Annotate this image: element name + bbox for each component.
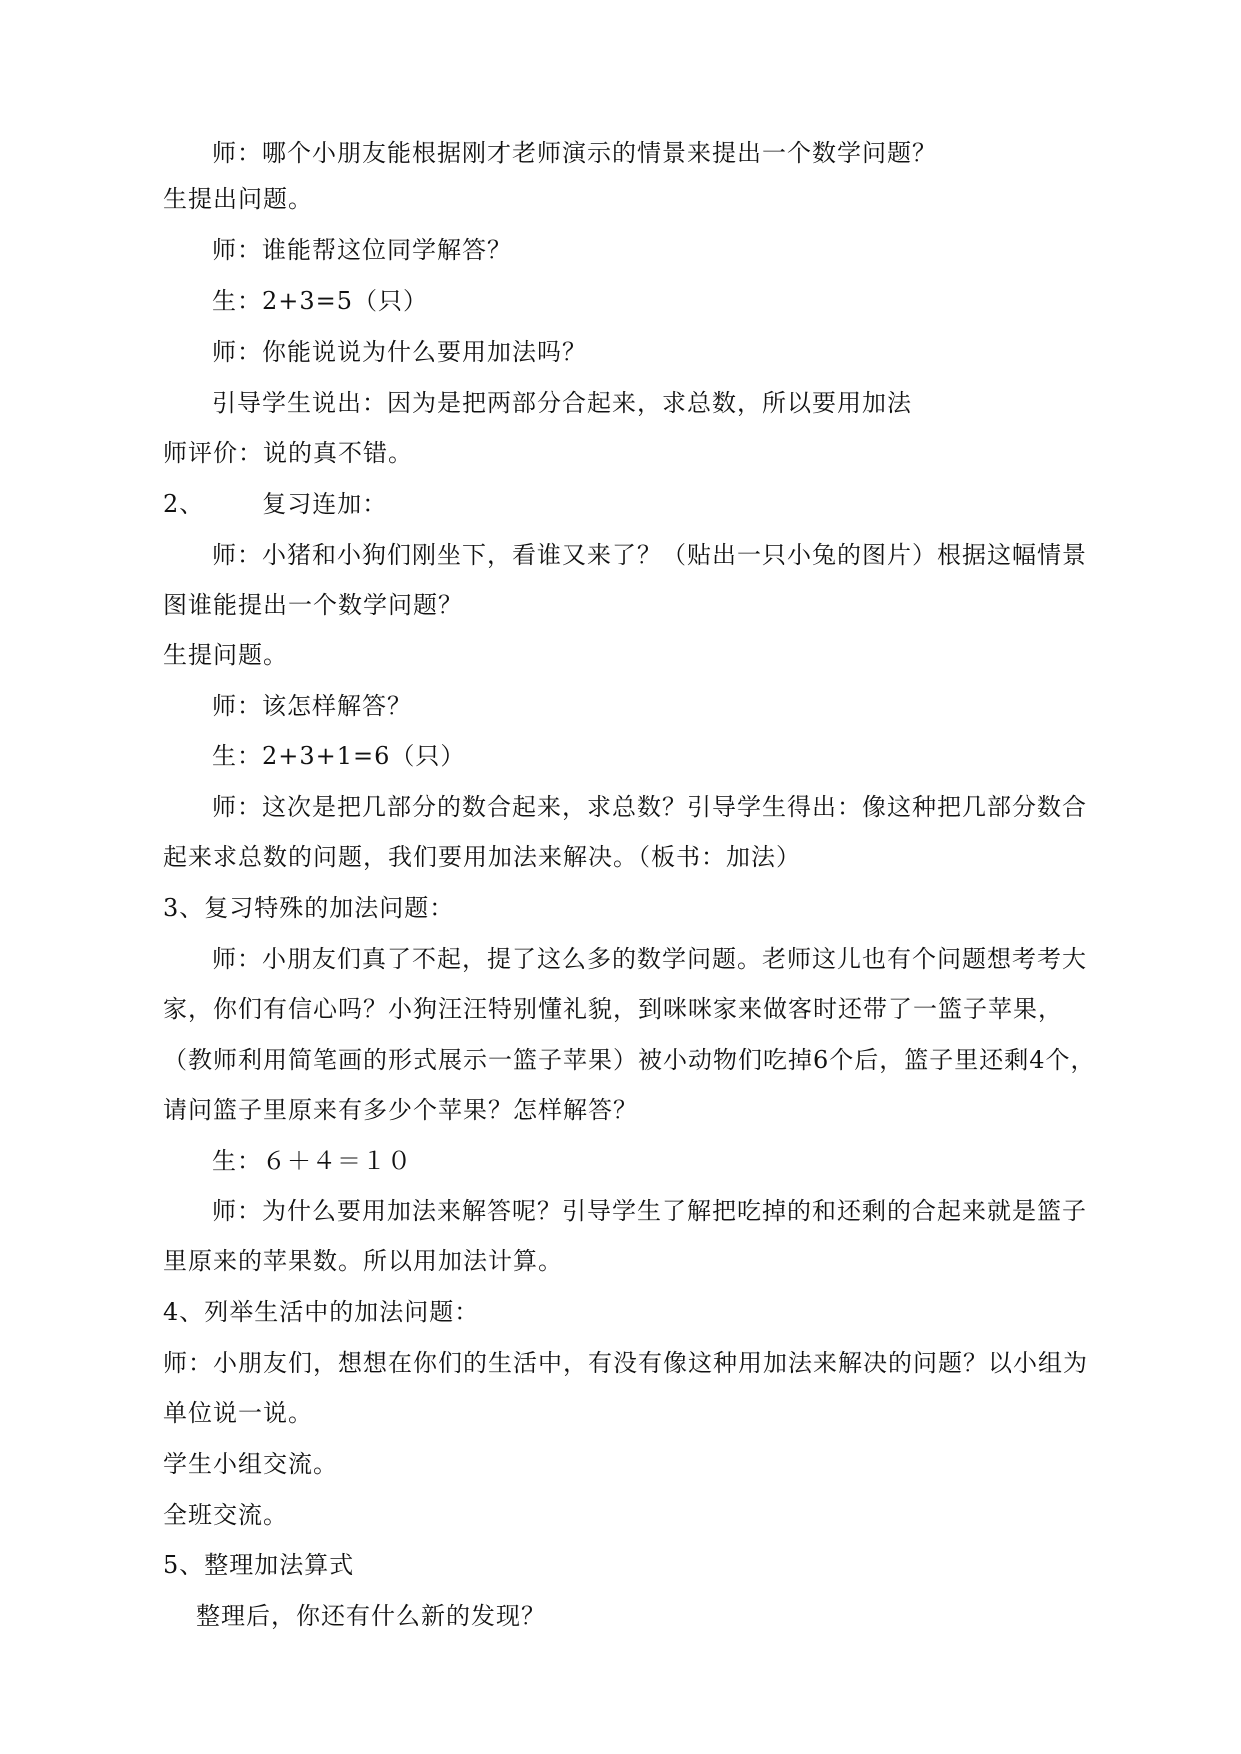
section-number: 2、 <box>163 490 205 518</box>
paragraph-line: 生提问题。 <box>163 641 288 669</box>
paragraph-line: 图谁能提出一个数学问题？ <box>163 591 463 619</box>
paragraph-line: 全班交流。 <box>163 1501 288 1529</box>
paragraph-line: 请问篮子里原来有多少个苹果？怎样解答？ <box>163 1096 638 1124</box>
section-heading <box>163 489 387 519</box>
paragraph-line: 师：你能说说为什么要用加法吗？ <box>212 338 587 366</box>
section-heading: 4、列举生活中的加法问题： <box>163 1298 480 1326</box>
paragraph-line: 师：这次是把几部分的数合起来，求总数？引导学生得出：像这种把几部分数合 <box>212 793 1087 821</box>
paragraph-line: 师：小朋友们真了不起，提了这么多的数学问题。老师这儿也有个问题想考考大 <box>212 945 1087 973</box>
paragraph-line: 引导学生说出：因为是把两部分合起来，求总数，所以要用加法 <box>212 389 912 417</box>
paragraph-line: 生提出问题。 <box>163 185 313 213</box>
paragraph-line: 师：为什么要用加法来解答呢？引导学生了解把吃掉的和还剩的合起来就是篮子 <box>212 1197 1087 1225</box>
paragraph-line: 师：哪个小朋友能根据刚才老师演示的情景来提出一个数学问题？ <box>212 139 937 167</box>
paragraph-line: （教师利用简笔画的形式展示一篮子苹果）被小动物们吃掉6个后，篮子里还剩4个， <box>163 1046 1096 1074</box>
section-heading: 3、复习特殊的加法问题： <box>163 894 455 922</box>
paragraph-line: 师：该怎样解答？ <box>212 692 412 720</box>
section-title: 复习连加： <box>262 490 388 518</box>
paragraph-line: 生：2+3+1=6（只） <box>212 742 466 770</box>
paragraph-line: 师：小朋友们，想想在你们的生活中，有没有像这种用加法来解决的问题？以小组为 <box>163 1349 1088 1377</box>
paragraph-line: 单位说一说。 <box>163 1399 313 1427</box>
paragraph-line: 学生小组交流。 <box>163 1450 338 1478</box>
paragraph-line: 里原来的苹果数。所以用加法计算。 <box>163 1247 563 1275</box>
paragraph-line: 师：小猪和小狗们刚坐下，看谁又来了？（贴出一只小兔的图片）根据这幅情景 <box>212 541 1087 569</box>
paragraph-line: 师：谁能帮这位同学解答？ <box>212 236 512 264</box>
paragraph-line: 家，你们有信心吗？小狗汪汪特别懂礼貌，到咪咪家来做客时还带了一篮子苹果， <box>163 995 1063 1023</box>
paragraph-line: 生：2+3=5（只） <box>212 287 429 315</box>
paragraph-line: 师评价：说的真不错。 <box>163 439 413 467</box>
paragraph-line: 整理后，你还有什么新的发现？ <box>196 1602 546 1630</box>
section-heading: 5、整理加法算式 <box>163 1551 355 1579</box>
paragraph-line: 起来求总数的问题，我们要用加法来解决。（板书：加法） <box>163 843 801 871</box>
paragraph-line: 生：６＋４＝１０ <box>212 1147 412 1175</box>
